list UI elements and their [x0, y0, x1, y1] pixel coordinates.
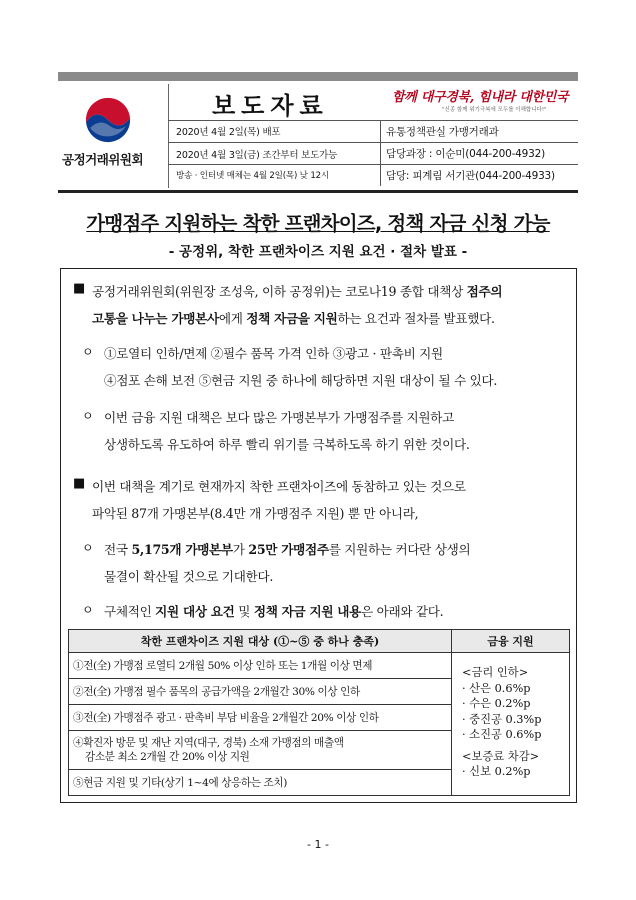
online-embargo: 방송 · 인터넷 매체는 4월 2일(목) 낮 12시 [176, 171, 329, 181]
circle-bullet-icon: ㅇ [82, 345, 94, 359]
embargo: 2020년 4월 3일(금) 조간부터 보도가능 [176, 150, 338, 161]
finance-header: 금융 지원 [452, 630, 570, 653]
slogan-sub: "신종 함께 위기극복에 모두를 이해합니다!" [442, 107, 547, 113]
sub2-line2: 상생하도록 유도하여 하루 빨리 위기를 극복하도록 하기 위한 것이다. [104, 437, 470, 452]
distribution-date: 2020년 4월 2일(목) 배포 [176, 127, 281, 138]
rate-item: · 중진공 0.3%p [462, 712, 542, 726]
criteria-4-line2: 감소분 최소 2개월 간 20% 이상 지원 [85, 751, 250, 763]
fee-title: <보증료 차감> [462, 749, 540, 763]
criteria-cell: ③전(全) 가맹점주 광고 · 판촉비 부담 비율을 2개월간 20% 이상 인하 [69, 705, 452, 731]
sub4-bold2: 정책 자금 지원 내용 [253, 604, 362, 619]
sub3-prefix: 전국 [104, 542, 132, 557]
sub3-bold2: 25만 가맹점주 [248, 542, 329, 557]
slogan-main: 함께 대구경북, 힘내라 대한민국 [392, 90, 569, 105]
square-bullet-icon: ■ [73, 281, 86, 296]
rate-item: · 소진공 0.6%p [462, 728, 542, 741]
sub4-suffix: 은 아래와 같다. [361, 604, 444, 619]
sub3-suffix: 를 지원하는 커다란 상생의 [328, 542, 471, 557]
sub3-mid: 가 [232, 542, 249, 557]
circle-bullet-icon: ㅇ [82, 409, 94, 423]
bullet1-line1-prefix: 공정거래위원회(위원장 조성욱, 이하 공정위)는 코로나19 종합 대책상 [92, 284, 467, 299]
criteria-cell: ⑤현금 지원 및 기타(상기 1~4에 상응하는 조치) [69, 770, 452, 796]
rate-title: <금리 인하> [462, 666, 529, 679]
header-inner-divider [380, 120, 381, 186]
header-bottom-bar [58, 190, 578, 193]
sub2-line1: 이번 금융 지원 대책은 보다 많은 가맹본부가 가맹점주를 지원하고 [104, 410, 454, 425]
sub4-prefix: 구체적인 [104, 604, 156, 619]
table-row [69, 653, 570, 679]
header-rule-3 [168, 164, 578, 165]
bullet1-line2 [92, 305, 495, 332]
taegeuk-logo-icon [80, 92, 136, 148]
rate-item: · 산은 0.6%p [462, 681, 531, 695]
header-rule-1 [168, 120, 578, 121]
bullet1-line1-bold: 점주의 [466, 284, 503, 299]
support-criteria-table [68, 629, 570, 796]
header-top-bar [58, 72, 578, 81]
sub3-line2: 물결이 확산될 것으로 기대한다. [104, 569, 274, 584]
header-rule-2 [168, 142, 578, 143]
fee-item: · 신보 0.2%p [462, 765, 531, 778]
page-number: - 1 - [307, 838, 329, 851]
campaign-slogan [392, 86, 578, 118]
rate-item: · 수은 0.2%p [462, 697, 531, 710]
sub1-line1: ①로열티 인하/면제 ②필수 품목 가격 인하 ③광고 · 판촉비 지원 [104, 346, 443, 361]
bullet1-line2-mid: 에게 [218, 311, 247, 326]
bullet1-line2-suffix: 하는 요건과 절차를 발표했다. [337, 311, 495, 326]
criteria-header: 착한 프랜차이즈 지원 대상 (①~⑤ 중 하나 충족) [69, 630, 452, 653]
org-name: 공정거래위원회 [62, 152, 144, 167]
sub3-line1 [104, 536, 470, 563]
sub4-line [104, 598, 443, 625]
bullet1-line1 [92, 278, 502, 305]
circle-bullet-icon: ㅇ [82, 541, 94, 555]
bullet1-line2-bold2: 정책 자금을 지원 [246, 311, 338, 326]
finance-cell [452, 653, 570, 796]
circle-bullet-icon: ㅇ [82, 603, 94, 617]
bullet1-line2-bold1: 고통을 나누는 가맹본사 [92, 311, 219, 326]
table-header-row [69, 630, 570, 653]
headline: 가맹점주 지원하는 착한 프랜차이즈, 정책 자금 신청 가능 [86, 212, 550, 235]
bullet2-line2: 파악된 87개 가맹본부(8.4만 개 가맹점주 지원) 뿐 만 아니라, [92, 506, 419, 521]
sub1-line2: ④점포 손해 보전 ⑤현금 지원 중 하나에 해당하면 지원 대상이 될 수 있다. [104, 373, 498, 388]
square-bullet-icon: ■ [73, 476, 86, 491]
sub4-mid: 및 [234, 604, 254, 619]
criteria-4-line1: ④확진자 방문 및 재난 지역(대구, 경북) 소재 가맹점의 매출액 [73, 737, 344, 749]
bullet2-line1: 이번 대책을 계기로 현재까지 착한 프랜차이즈에 동참하고 있는 것으로 [92, 479, 466, 494]
sub4-bold1: 지원 대상 요건 [155, 604, 235, 619]
criteria-cell [69, 731, 452, 770]
contact-staff: 담당: 피계림 서기관(044-200-4933) [386, 170, 555, 182]
criteria-cell: ②전(全) 가맹점 필수 품목의 공급가액을 2개월간 30% 이상 인하 [69, 679, 452, 705]
header-divider [168, 84, 169, 188]
doc-type-title: 보도자료 [212, 92, 329, 120]
department: 유통정책관실 가맹거래과 [386, 126, 499, 138]
subheadline: - 공정위, 착한 프랜차이즈 지원 요건 · 절차 발표 - [168, 244, 468, 260]
sub3-bold1: 5,175개 가맹본부 [131, 542, 233, 557]
contact-manager: 담당과장 : 이순미(044-200-4932) [386, 148, 545, 160]
criteria-cell: ①전(全) 가맹점 로열티 2개월 50% 이상 인하 또는 1개월 이상 면제 [69, 653, 452, 679]
